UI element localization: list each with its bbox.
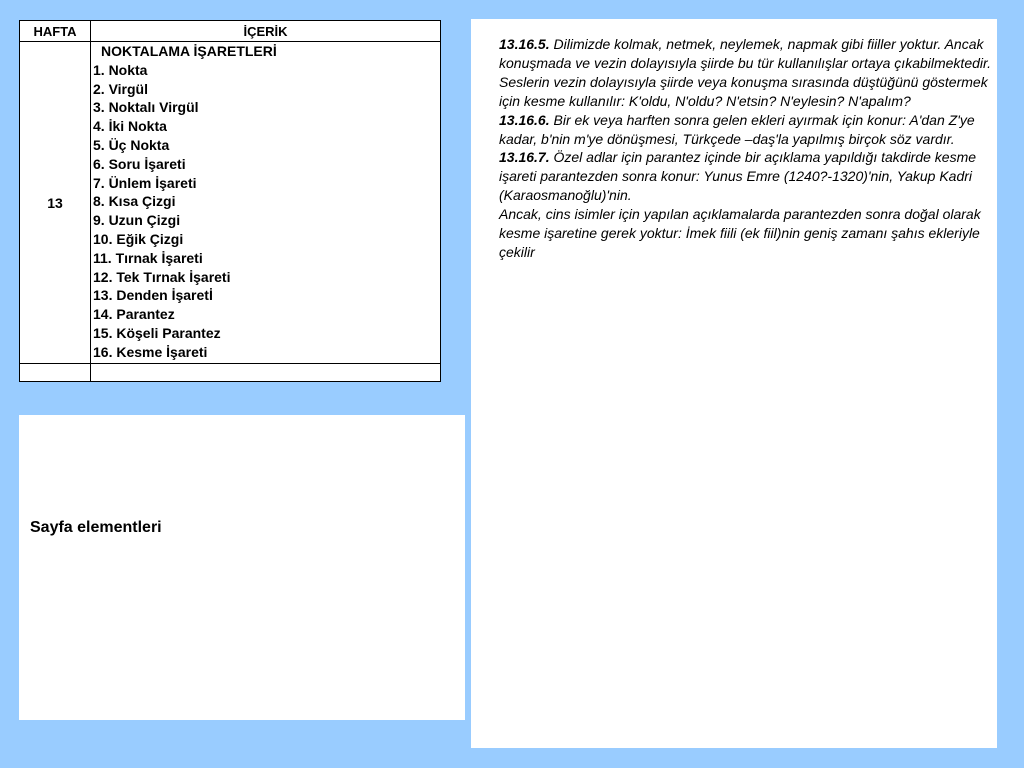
punctuation-list [93, 61, 440, 362]
list-item: 9. Uzun Çizgi [93, 212, 181, 229]
list-item: 14. Parantez [93, 306, 175, 323]
content-cell [91, 42, 441, 364]
rule-text: Dilimizde kolmak, netmek, neylemek, napmak gibi fiiller yoktur. Ancak konuşmada ve vezin dolayısıyla şiirde bu tür kullanılışlar ortaya çıkabilmektedir. Seslerin vezin dolayısıyla şiirde veya konuşma sırasında düştüğünü göstermek için kesme kullanılır: K'oldu, N'oldu? N'etsin? N'eylesin? N'apalım? [499, 36, 992, 109]
list-item: 6. Soru İşareti [93, 155, 186, 172]
week-number: 13 [20, 42, 91, 364]
list-item: 12. Tek Tırnak İşareti [93, 268, 231, 285]
list-item: 16. Kesme İşareti [93, 343, 208, 360]
list-item: 10. Eğik Çizgi [93, 230, 184, 247]
rule-paragraph [499, 111, 993, 149]
rule-text: Bir ek veya harften sonra gelen ekleri ayırmak için konur: A'dan Z'ye kadar, b'nin m'ye dönüşmesi, Türkçede –daş'la yapılmış birçok söz vardır. [499, 111, 975, 147]
rule-paragraph [499, 148, 993, 205]
list-item: 5. Üç Nokta [93, 136, 170, 153]
rule-paragraph [499, 35, 993, 111]
rule-paragraph [499, 205, 993, 262]
empty-cell [91, 364, 441, 382]
list-item: 7. Ünlem İşareti [93, 174, 197, 191]
rule-code: 13.16.6. [499, 111, 550, 128]
list-item: 4. İki Nokta [93, 118, 167, 135]
list-item: 1. Nokta [93, 61, 148, 78]
rule-code: 13.16.7. [499, 149, 550, 166]
table-header-row [20, 21, 441, 42]
list-item: 11. Tırnak İşareti [93, 249, 203, 266]
page-elements-label: Sayfa elementleri [30, 519, 162, 536]
rule-code: 13.16.5. [499, 36, 550, 52]
empty-table-row [20, 364, 441, 382]
page-elements-panel [19, 415, 465, 720]
weekly-plan-table [19, 20, 441, 382]
rules-text [499, 35, 993, 262]
content-header: İÇERİK [91, 21, 441, 42]
list-item: 2. Virgül [93, 80, 148, 97]
list-item: 8. Kısa Çizgi [93, 193, 176, 210]
rule-text: Özel adlar için parantez içinde bir açıklama yapıldığı takdirde kesme işareti parantezden sonra konur: Yunus Emre (1240?-1320)'nin, Yakup Kadri (Karaosmanoğlu)'nin. [499, 149, 977, 204]
empty-cell [20, 364, 91, 382]
rule-text: Ancak, cins isimler için yapılan açıklamalarda parantezden sonra doğal olarak kesme işaretine gerek yoktur: İmek fiili (ek fiil)nin geniş zamanı şahıs ekleriyle çekilir [499, 206, 981, 260]
list-item: 15. Köşeli Parantez [93, 324, 221, 341]
list-item: 13. Denden İşaretİ [93, 287, 213, 304]
rules-panel [471, 19, 997, 748]
table-row [20, 42, 441, 364]
week-header: HAFTA [20, 21, 91, 42]
list-item: 3. Noktalı Virgül [93, 99, 199, 116]
content-title: NOKTALAMA İŞARETLERİ [101, 43, 277, 59]
